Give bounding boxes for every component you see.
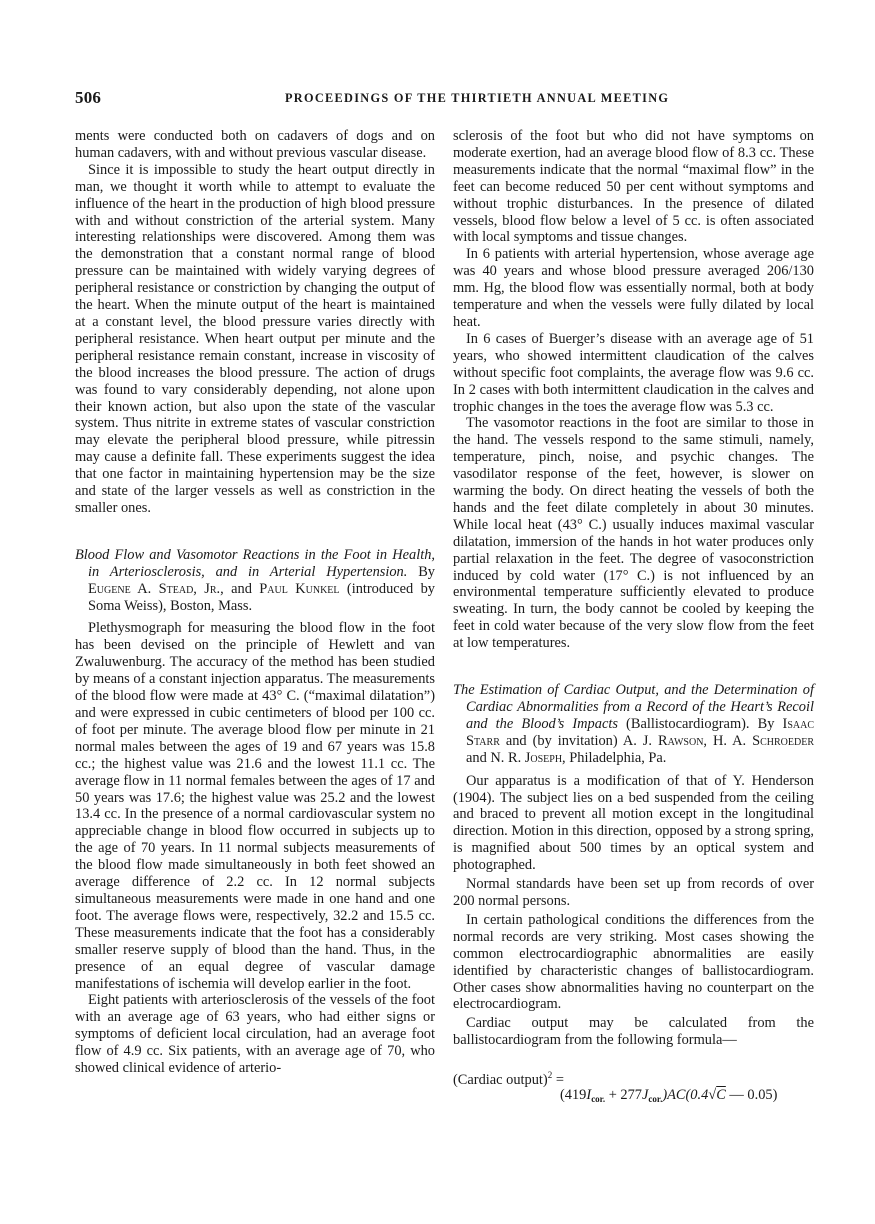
running-head: PROCEEDINGS OF THE THIRTIETH ANNUAL MEETING xyxy=(285,91,670,105)
formula-lhs xyxy=(453,1067,814,1089)
paragraph: In certain pathological conditions the differences from the normal records are very striking. Most cases showing the common electrocardiographic abnormalities are easily identified by characteristic changes of ballistocardiogram. Other cases show abnormalities having no counterpart on the electrocardiogram. xyxy=(453,911,814,1013)
paragraph: Plethysmograph for measuring the blood flow in the foot has been devised on the principle of Hewlett and van Zwaluwenburg. The accuracy of the method has been studied by means of a constant injection apparatus. The measurements of the blood flow were made at 43° C. (“maximal dilatation”) and were expressed in cubic centimeters of blood per 100 cc. of foot per minute. The average blood flow per minute in 21 normal males between the ages of 19 and 67 years was 15.8 cc.; the highest value was 21.6 and the lowest 11.1 cc. The average flow in 11 normal females between the ages of 17 and 50 years was 17.6; the highest value was 25.2 and the lowest 13.4 cc. In the presence of a normal cardiovascular system no appreciable change in blood flow occurred in subjects up to the age of 70 years. In 11 normal subjects measurements of the blood flow made simultaneously in both feet showed an average difference of 2.2 cc. In 12 normal subjects simultaneous measurements were made in one hand and one foot. The average flows were, respectively, 32.2 and 15.5 cc. These measurements indicate that the foot has a considerably smaller reserve supply of blood than the hand. Thus, in the presence of an equal degree of vascular damage manifestations of ischemia will develop earlier in the foot. xyxy=(75,620,435,992)
introduced-by: (introduced by Soma Weiss), Boston, Mass. xyxy=(88,580,436,614)
and-label: and xyxy=(466,749,487,766)
place: Philadelphia, Pa. xyxy=(569,749,667,766)
left-column xyxy=(75,128,435,1077)
formula-part: + 277 xyxy=(605,1086,643,1103)
invitation-label: and (by invitation) A. J. xyxy=(505,732,652,749)
formula-part: — 0.05) xyxy=(725,1086,778,1103)
page-header xyxy=(75,88,809,110)
paragraph: Normal standards have been set up from records of over 200 normal persons. xyxy=(453,876,814,909)
by-label: By xyxy=(418,563,435,580)
article-title: Blood Flow and Vasomotor Reactions in the Foot in Health, in Arteriosclerosis, and in Arterial Hypertension. xyxy=(75,546,435,580)
page-number: 506 xyxy=(75,88,102,107)
author: Rawson, xyxy=(657,732,708,749)
article-heading xyxy=(453,682,814,767)
author: Isaac Starr xyxy=(466,715,815,749)
author: N. R. Joseph, xyxy=(490,749,566,766)
and-label: and xyxy=(231,580,252,597)
formula-part: )AC(0.4√ xyxy=(662,1086,717,1103)
author: Eugene A. Stead, Jr., xyxy=(88,580,224,597)
formula-subscript: cor. xyxy=(591,1093,606,1104)
article-title-paren: (Ballistocardiogram). xyxy=(626,715,750,732)
formula-part: (419 xyxy=(560,1086,587,1103)
formula-rhs xyxy=(453,1087,814,1108)
paragraph: Since it is impossible to study the heart output directly in man, we thought it worth while to attempt to evaluate the influence of the heart in the production of high blood pressure with and without constriction of the arterial system. Many interesting relationships were discovered. Among them was the demonstration that a constant normal range of blood pressure can be maintained with widely varying degrees of peripheral resistance or constriction by changing the output of the heart. When the minute output of the heart is maintained at a constant level, the blood pressure varies directly with peripheral resistance. When heart output per minute and the peripheral resistance remain constant, increase in viscosity of the blood increases the blood pressure. The action of drugs was found to vary considerably depending, not alone upon their known action, but also upon the state of the vascular system. Thus nitrite in extreme states of vascular constriction may elevate the peripheral blood pressure, while pitressin may cause a definite fall. These experiments suggest the idea that one factor in maintaining hypertension may be the size and state of the larger vessels as well as constriction in the smaller ones. xyxy=(75,161,435,516)
paragraph: Our apparatus is a modification of that of Y. Henderson (1904). The subject lies on a bed suspended from the ceiling and braced to prevent all motion except in the longitudinal direction. Motion in this direction, opposed by a strong spring, is magnified about 500 times by an optical system and photographed. xyxy=(453,772,814,874)
formula-equals: = xyxy=(552,1071,564,1088)
author: Paul Kunkel xyxy=(259,580,340,597)
article-heading xyxy=(75,547,435,615)
formula-lhs-text: (Cardiac output) xyxy=(453,1071,548,1088)
paragraph: In 6 cases of Buerger’s disease with an average age of 51 years, who showed intermittent claudication of the calves without specific foot complaints, the average flow was 9.6 cc. In 2 cases with both intermittent claudication in the calves and trophic changes in the toes the average flow was 5.3 cc. xyxy=(453,330,814,415)
formula-var: J xyxy=(642,1086,649,1103)
formula-subscript: cor. xyxy=(648,1093,663,1104)
paragraph: sclerosis of the foot but who did not have symptoms on moderate exertion, had an average blood flow of 8.3 cc. These measurements indicate that the normal “maximal flow” in the feet can become reduced 50 per cent without symptoms and without trophic disturbances. In the presence of dilated vessels, blood flow below a level of 5 cc. is often associated with local symptoms and tissue changes. xyxy=(453,128,814,246)
formula-sqrt-arg: C xyxy=(716,1086,726,1103)
paragraph: The vasomotor reactions in the foot are similar to those in the hand. The vessels respond to the same stimuli, namely, temperature, pinch, noise, and psychic changes. The vasodilator response of the feet, however, is slower on warming the body. On direct heating the vessels of both the hands and the feet dilate completely in about 30 minutes. While local heat (43° C.) usually induces maximal vascular dilatation, immersion of the hands in hot water produces only partial relaxation in the feet. The degree of vasoconstriction induced by cold water (17° C.) is not influenced by an environmental temperature sufficiently elevated to produce sweating. In turn, the body cannot be cooled by keeping the feet in cold water because of the very slow flow from the feet at low temperatures. xyxy=(453,415,814,652)
by-label: By xyxy=(757,715,775,732)
paragraph: ments were conducted both on cadavers of dogs and on human cadavers, with and without previous vascular disease. xyxy=(75,128,435,161)
article-title: The Estimation of Cardiac Output, and the Determination of Cardiac Abnormalities from a Record of the Heart’s Recoil and the Blood’s Impacts xyxy=(453,682,814,732)
formula-var: I xyxy=(586,1086,592,1103)
cardiac-output-formula xyxy=(453,1067,814,1108)
paragraph: In 6 patients with arterial hypertension, whose average age was 40 years and whose blood pressure averaged 206/130 mm. Hg, the blood flow was essentially normal, both at body temperature and when the vessels were fully dilated by local heat. xyxy=(453,246,814,330)
formula-exponent: 2 xyxy=(547,1070,553,1081)
right-column xyxy=(453,128,814,1108)
author: H. A. Schroeder xyxy=(713,732,814,749)
paragraph: Cardiac output may be calculated from the ballistocardiogram from the following formula— xyxy=(453,1015,814,1049)
paragraph: Eight patients with arteriosclerosis of the vessels of the foot with an average age of 63 years, who had either signs or symptoms of deficient local circulation, had an average foot flow of 4.9 cc. Six patients, with an average age of 70, who showed clinical evidence of arterio- xyxy=(75,992,435,1077)
